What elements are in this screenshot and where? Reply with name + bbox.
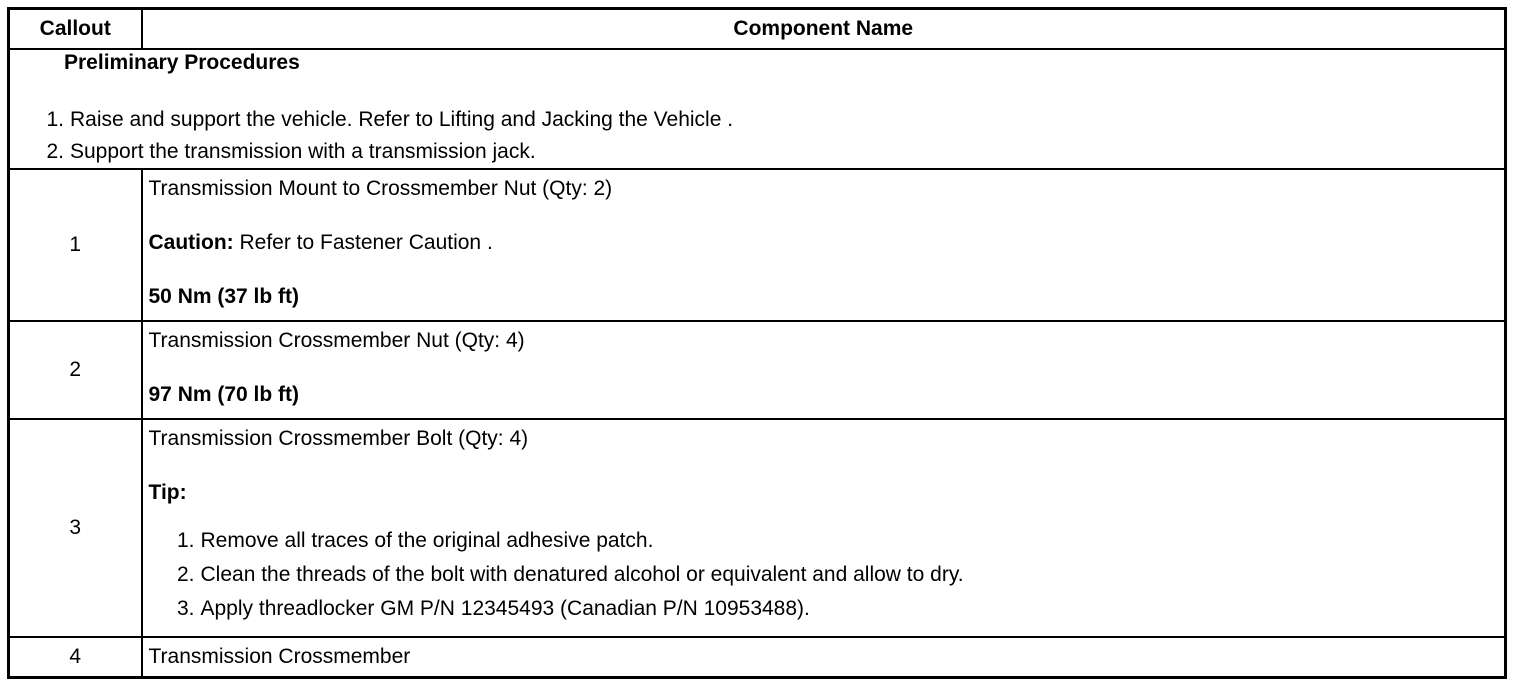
callout-column-header: Callout [9,9,142,50]
tip-text: Remove all traces of the original adhesive patch. [200,529,654,552]
torque-spec: 97 Nm (70 lb ft) [148,383,300,406]
list-item [10,104,1504,136]
table-row [9,169,1506,321]
table-row [9,419,1506,637]
component-cell [142,321,1506,419]
list-item [149,592,1505,626]
callout-number: 1 [9,169,142,321]
preliminary-title: Preliminary Procedures [64,51,300,74]
component-name: Transmission Crossmember [148,644,411,668]
callout-number: 4 [9,637,142,677]
component-name: Transmission Mount to Crossmember Nut (Qty: 2) [148,177,613,200]
table-row [9,637,1506,677]
tip-number: 1. [176,529,195,552]
tip-steps [149,524,1505,626]
preliminary-row [9,49,1506,169]
table-row [9,321,1506,419]
component-cell [142,419,1506,637]
component-cell [142,637,1506,677]
tip-text: Clean the threads of the bolt with denatured alcohol or equivalent and allow to dry. [200,563,964,586]
preliminary-steps [10,104,1504,168]
preliminary-cell [9,49,1506,169]
table-header-row [9,9,1506,50]
torque-spec: 50 Nm (37 lb ft) [148,285,300,308]
procedure-table [7,7,1507,679]
list-item [149,558,1505,592]
tip-number: 2. [176,563,195,586]
callout-number: 3 [9,419,142,637]
tip-number: 3. [176,597,195,620]
step-text: Support the transmission with a transmission jack. [70,140,536,163]
component-name-column-header: Component Name [142,9,1506,50]
step-number: 2. [46,140,64,163]
component-name: Transmission Crossmember Bolt (Qty: 4) [148,427,529,450]
list-item [149,524,1505,558]
component-name: Transmission Crossmember Nut (Qty: 4) [148,329,525,352]
step-text: Raise and support the vehicle. Refer to Lifting and Jacking the Vehicle . [70,108,734,131]
caution-text: Refer to Fastener Caution . [233,231,493,254]
component-cell [142,169,1506,321]
tip-text: Apply threadlocker GM P/N 12345493 (Canadian P/N 10953488). [200,597,810,620]
caution-label: Caution: [148,231,234,254]
caution-note [149,230,1505,256]
callout-number: 2 [9,321,142,419]
tip-label: Tip: [148,481,187,504]
list-item [10,136,1504,168]
step-number: 1. [46,108,64,131]
